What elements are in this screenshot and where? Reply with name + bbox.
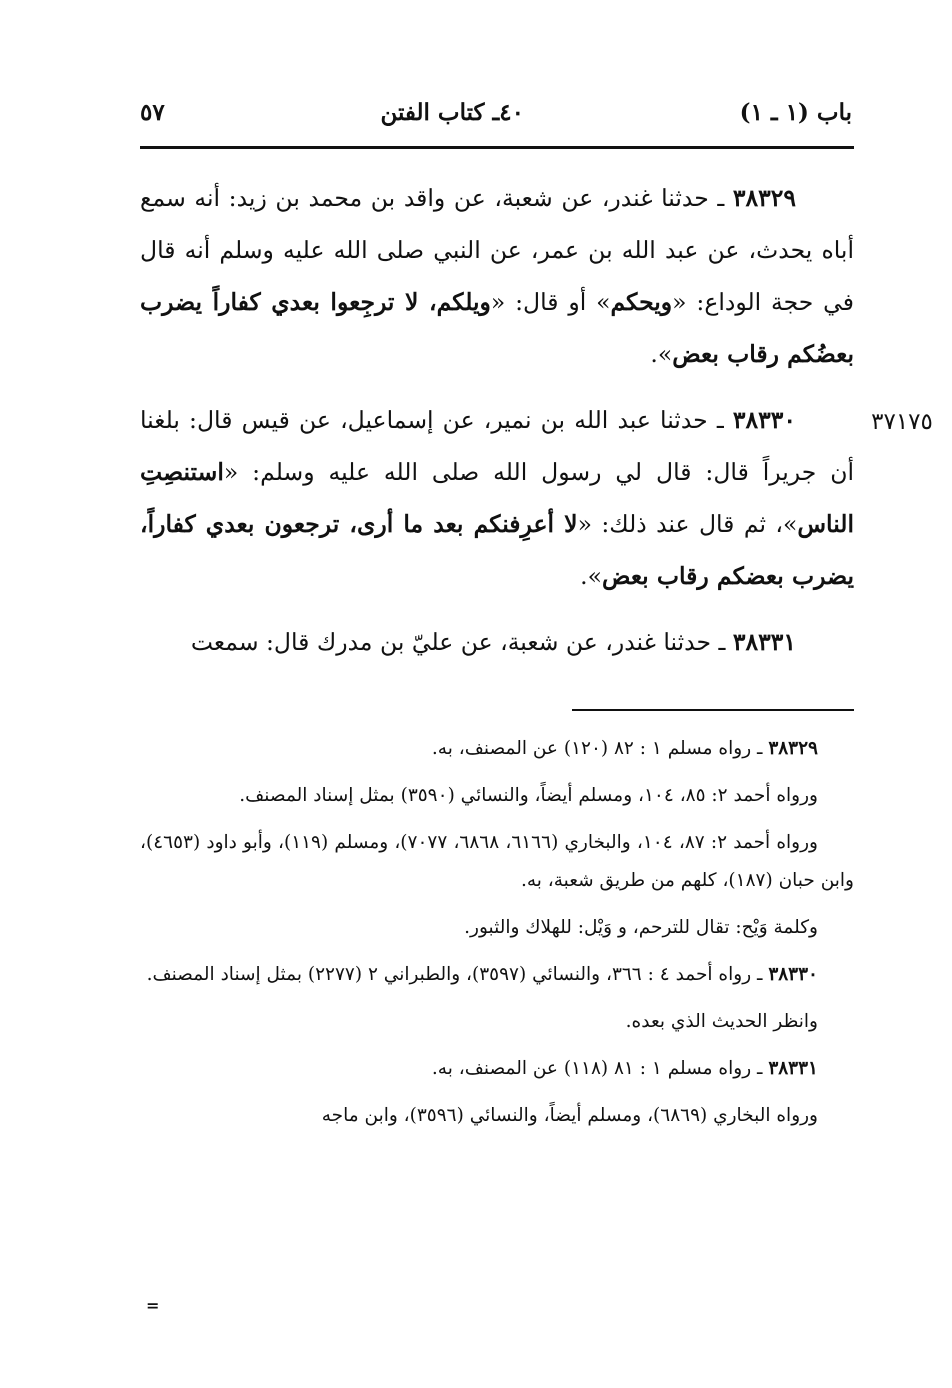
footnote — [140, 1050, 854, 1088]
footnote-number: ٣٨٣٣١ — [768, 1058, 818, 1079]
hadith-end: ». — [650, 340, 673, 368]
footnote-text: وانظر الحديث الذي بعده. — [625, 1011, 818, 1032]
footnote-text: ورواه البخاري (٦٨٦٩)، ومسلم أيضاً، والنسائي (٣٥٩٦)، وابن ماجه — [321, 1105, 818, 1126]
footnote-text: ورواه أحمد ٢: ٨٧، ١٠٤، والبخاري (٦١٦٦، ٦٨٦٨، ٧٠٧٧)، ومسلم (١١٩)، وأبو داود (٤٦٥٣)، وابن حبان (١٨٧)، كلهم من طريق شعبة، به. — [140, 832, 854, 891]
footnote-text: ورواه أحمد ٢: ٨٥، ١٠٤، ومسلم أيضاً، والنسائي (٣٥٩٠) بمثل إسناد المصنف. — [239, 785, 818, 806]
footnote-text: وكلمة وَيْح: تقال للترحم، و وَيْل: للهلاك والثبور. — [464, 917, 818, 938]
hadith-number: ٣٨٣٢٩ — [732, 184, 796, 212]
hadith-number: ٣٨٣٣٠ — [732, 406, 796, 434]
continuation-mark: = — [146, 1296, 160, 1315]
hadith-38331 — [140, 616, 854, 668]
footnote-number: ٣٨٣٢٩ — [768, 738, 818, 759]
footnotes — [140, 730, 854, 1144]
hadith-quote-bold: ويحكم — [610, 288, 673, 316]
hadith-number: ٣٨٣٣١ — [732, 628, 796, 656]
footnote — [140, 1003, 854, 1041]
hadith-text: ـ حدثنا غندر، عن شعبة، عن عليّ بن مدرك قال: سمعت — [190, 628, 733, 656]
margin-reference-number: ٣٧١٧٥ — [871, 409, 933, 435]
footnote-text: ـ رواه مسلم ١ : ٨١ (١١٨) عن المصنف، به. — [431, 1058, 769, 1079]
hadith-text-cont: » أو قال: « — [490, 288, 611, 316]
hadith-text: ـ حدثنا عبد الله بن نمير، عن إسماعيل، عن قيس قال: بلغنا أن جريراً قال: قال لي رسول الله صلى الله عليه وسلم: « — [140, 406, 854, 486]
main-text — [140, 172, 854, 682]
hadith-text-cont: »، ثم قال عند ذلك: « — [577, 510, 798, 538]
header-rule — [140, 146, 854, 149]
footnote — [140, 777, 854, 815]
hadith-quote-bold: ويلكم، لا ترجِعوا بعدي كفاراً يضرب بعضُكم رقاب بعض — [140, 288, 854, 368]
page-header — [140, 92, 852, 132]
footnote — [140, 1097, 854, 1135]
hadith-end: ». — [580, 562, 603, 590]
hadith-quote-bold: استنصِتِ الناس — [140, 458, 854, 538]
footnote-text: ـ رواه مسلم ١ : ٨٢ (١٢٠) عن المصنف، به. — [431, 738, 769, 759]
book-title: ٤٠ـ كتاب الفتن — [380, 98, 524, 126]
chapter-title: باب (١ ـ ١) — [739, 98, 852, 126]
hadith-38329 — [140, 172, 854, 380]
footnote-separator — [572, 709, 854, 711]
hadith-quote-bold: لا أعرِفنكم بعد ما أرى، ترجعون بعدي كفاراً، يضرب بعضكم رقاب بعض — [140, 510, 854, 590]
hadith-38330 — [140, 394, 854, 602]
footnote — [140, 730, 854, 768]
footnote-number: ٣٨٣٣٠ — [768, 964, 818, 985]
footnote-text: ـ رواه أحمد ٤ : ٣٦٦، والنسائي (٣٥٩٧)، والطبراني ٢ (٢٢٧٧) بمثل إسناد المصنف. — [146, 964, 769, 985]
footnote — [140, 909, 854, 947]
footnote — [140, 824, 854, 900]
page-number: ٥٧ — [140, 98, 165, 126]
hadith-text: ـ حدثنا غندر، عن شعبة، عن واقد بن محمد بن زيد: أنه سمع أباه يحدث، عن عبد الله بن عمر، عن النبي صلى الله عليه وسلم أنه قال في حجة الوداع: « — [140, 184, 854, 316]
footnote — [140, 956, 854, 994]
